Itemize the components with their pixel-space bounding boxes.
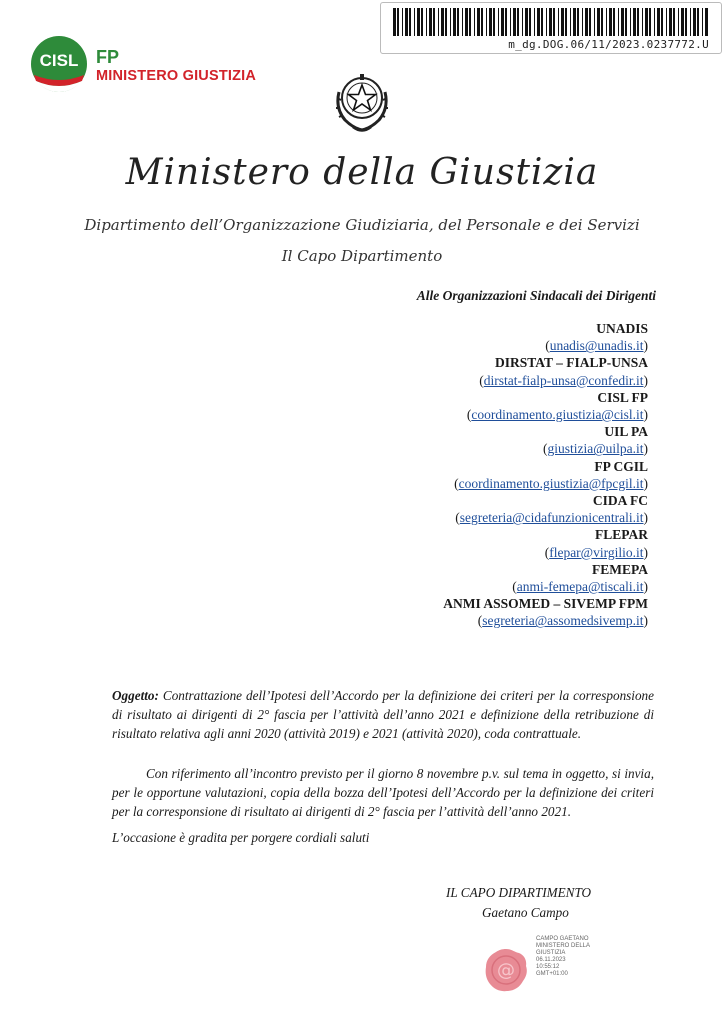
signature-stamp bbox=[536, 936, 590, 978]
closing-greeting: L’occasione è gradita per porgere cordiali saluti bbox=[112, 830, 370, 845]
barcode-bar bbox=[457, 8, 459, 36]
stamp-line: GIUSTIZIA bbox=[536, 950, 566, 956]
body-paragraph: Con riferimento all’incontro previsto per il giorno 8 novembre p.v. sul tema in oggetto, si invia, per le opportune valutazioni, copia della bozza dell’Ipotesi dell’Accordo per la definizione dei criteri per la corresponsione di risultato ai dirigenti di 2° fascia per l’attività dell’anno 2021. bbox=[112, 766, 654, 819]
barcode-bar bbox=[613, 8, 615, 36]
barcode-bar bbox=[585, 8, 588, 36]
recipient-name: UIL PA bbox=[604, 424, 648, 440]
barcode-bar bbox=[441, 8, 444, 36]
barcode-bar bbox=[529, 8, 531, 36]
stamp-line: 10:55:12 bbox=[536, 964, 560, 970]
barcode-bar bbox=[589, 8, 591, 36]
recipient-name: ANMI ASSOMED – SIVEMP FPM bbox=[443, 596, 648, 612]
logo-fp-text: FP bbox=[96, 47, 120, 67]
recipients-list bbox=[248, 320, 648, 630]
barcode-bar bbox=[501, 8, 504, 36]
barcode-bar bbox=[657, 8, 660, 36]
barcode-bar bbox=[402, 8, 403, 36]
barcode-bar bbox=[609, 8, 612, 36]
email-link[interactable]: coordinamento.giustizia@fpcgil.it bbox=[458, 475, 644, 491]
barcode-bar bbox=[625, 8, 627, 36]
stamp-line: CAMPO GAETANO bbox=[536, 936, 589, 942]
recipient-name: FLEPAR bbox=[595, 527, 648, 543]
barcode-bar bbox=[661, 8, 663, 36]
barcode-bar bbox=[453, 8, 456, 36]
recipient-email: (segreteria@assomedsivemp.it) bbox=[477, 613, 648, 629]
barcode-bar bbox=[666, 8, 667, 36]
barcode-bar bbox=[397, 8, 399, 36]
barcode-bar bbox=[421, 8, 423, 36]
barcode-bar bbox=[642, 8, 643, 36]
ministry-title: Ministero della Giustizia bbox=[125, 152, 599, 193]
barcode-bar bbox=[553, 8, 555, 36]
barcode-bar bbox=[498, 8, 499, 36]
barcode-bar bbox=[702, 8, 703, 36]
barcode-bar bbox=[405, 8, 408, 36]
barcode-bar bbox=[645, 8, 648, 36]
email-link[interactable]: anmi-femepa@tiscali.it bbox=[516, 579, 644, 595]
barcode-bar bbox=[429, 8, 432, 36]
barcode-bars bbox=[393, 8, 711, 36]
barcode-bar bbox=[393, 8, 396, 36]
recipient-email: (dirstat-fialp-unsa@confedir.it) bbox=[479, 372, 648, 388]
barcode-bar bbox=[633, 8, 636, 36]
barcode-bar bbox=[601, 8, 603, 36]
signatory-role: IL CAPO DIPARTIMENTO bbox=[446, 885, 592, 900]
barcode-bar bbox=[477, 8, 480, 36]
barcode-bar bbox=[549, 8, 552, 36]
logo-cisl-text: CISL bbox=[39, 51, 79, 70]
barcode-bar bbox=[469, 8, 471, 36]
barcode-bar bbox=[433, 8, 435, 36]
barcode-bar bbox=[621, 8, 624, 36]
barcode-bar bbox=[474, 8, 475, 36]
barcode-bar bbox=[513, 8, 516, 36]
barcode-bar bbox=[685, 8, 687, 36]
barcode-bar bbox=[606, 8, 607, 36]
addressee-line: Alle Organizzazioni Sindacali dei Dirigenti bbox=[416, 288, 656, 303]
subject-label: Oggetto: bbox=[112, 688, 159, 703]
barcode-bar bbox=[697, 8, 699, 36]
barcode-bar bbox=[481, 8, 483, 36]
barcode-bar bbox=[465, 8, 468, 36]
svg-text:@: @ bbox=[497, 960, 515, 981]
office-name: Il Capo Dipartimento bbox=[281, 247, 443, 265]
email-link[interactable]: flepar@virgilio.it bbox=[549, 544, 644, 560]
barcode-bar bbox=[570, 8, 571, 36]
recipient-email: (flepar@virgilio.it) bbox=[544, 544, 648, 560]
logo-ministry-text: MINISTERO GIUSTIZIA bbox=[96, 68, 257, 84]
recipient-name: DIRSTAT – FIALP-UNSA bbox=[494, 355, 648, 371]
stamp-line: GMT+01:00 bbox=[536, 971, 568, 977]
signatory-name: Gaetano Campo bbox=[482, 905, 569, 920]
protocol-code: m_dg.DOG.06/11/2023.0237772.U bbox=[508, 38, 709, 51]
barcode-bar bbox=[565, 8, 567, 36]
barcode-bar bbox=[573, 8, 576, 36]
barcode-bar bbox=[681, 8, 684, 36]
barcode-bar bbox=[561, 8, 564, 36]
barcode-bar bbox=[525, 8, 528, 36]
barcode-bar bbox=[582, 8, 583, 36]
italian-republic-emblem-icon bbox=[331, 70, 393, 134]
recipient-name: UNADIS bbox=[596, 321, 648, 336]
barcode-bar bbox=[630, 8, 631, 36]
barcode-bar bbox=[577, 8, 579, 36]
recipient-email: (segreteria@cidafunzionicentrali.it) bbox=[455, 510, 648, 526]
email-link[interactable]: giustizia@uilpa.it bbox=[547, 441, 644, 457]
barcode-bar bbox=[558, 8, 559, 36]
stamp-line: MINISTERO DELLA bbox=[536, 943, 591, 949]
barcode-bar bbox=[417, 8, 420, 36]
barcode-bar bbox=[414, 8, 415, 36]
barcode-bar bbox=[594, 8, 595, 36]
barcode-bar bbox=[522, 8, 523, 36]
email-link[interactable]: segreteria@assomedsivemp.it bbox=[482, 613, 644, 629]
barcode-bar bbox=[678, 8, 679, 36]
recipient-email: (coordinamento.giustizia@fpcgil.it) bbox=[454, 475, 648, 491]
barcode-bar bbox=[445, 8, 447, 36]
barcode-bar bbox=[693, 8, 696, 36]
barcode-bar bbox=[537, 8, 540, 36]
recipient-name: FEMEPA bbox=[592, 561, 648, 577]
barcode-bar bbox=[654, 8, 655, 36]
barcode-bar bbox=[438, 8, 439, 36]
barcode-bar bbox=[486, 8, 487, 36]
barcode-bar bbox=[637, 8, 639, 36]
subject-text: Contrattazione dell’Ipotesi dell’Accordo per la definizione dei criteri per la corresponsione di risultato ai dirigenti di 2° fascia per l’attività dell’anno 2021 e definizione della retribuzione di risultato relativa agli anni 2020 (attività 2019) e 2021 (attività 2020), coda contrattuale. bbox=[112, 688, 654, 741]
subject-paragraph bbox=[112, 686, 654, 743]
cisl-fp-logo bbox=[30, 35, 270, 97]
stamp-line: 06.11.2023 bbox=[536, 957, 566, 963]
barcode-bar bbox=[450, 8, 451, 36]
recipient-email: (giustizia@uilpa.it) bbox=[542, 441, 648, 457]
barcode-bar bbox=[493, 8, 495, 36]
barcode-bar bbox=[517, 8, 519, 36]
barcode-bar bbox=[705, 8, 708, 36]
barcode-bar bbox=[673, 8, 675, 36]
email-link[interactable]: segreteria@cidafunzionicentrali.it bbox=[459, 510, 644, 526]
recipient-name: CIDA FC bbox=[592, 493, 648, 509]
recipient-email: (anmi-femepa@tiscali.it) bbox=[512, 579, 648, 595]
barcode-bar bbox=[534, 8, 535, 36]
recipient-email: (coordinamento.giustizia@cisl.it) bbox=[466, 407, 648, 423]
barcode-bar bbox=[541, 8, 543, 36]
email-link[interactable]: dirstat-fialp-unsa@confedir.it bbox=[483, 372, 644, 388]
digital-signature-seal-icon bbox=[482, 946, 530, 994]
email-link[interactable]: coordinamento.giustizia@cisl.it bbox=[471, 407, 644, 423]
barcode-bar bbox=[669, 8, 672, 36]
department-name: Dipartimento dell’Organizzazione Giudiziaria, del Personale e dei Servizi bbox=[84, 216, 640, 234]
recipient-name: FP CGIL bbox=[594, 458, 648, 474]
barcode-bar bbox=[546, 8, 547, 36]
recipient-name: CISL FP bbox=[597, 389, 648, 405]
barcode-bar bbox=[426, 8, 427, 36]
recipient-email: (unadis@unadis.it) bbox=[545, 338, 648, 354]
protocol-barcode bbox=[380, 2, 722, 54]
barcode-bar bbox=[510, 8, 511, 36]
barcode-bar bbox=[649, 8, 651, 36]
barcode-bar bbox=[409, 8, 411, 36]
email-link[interactable]: unadis@unadis.it bbox=[549, 338, 644, 354]
barcode-bar bbox=[597, 8, 600, 36]
barcode-bar bbox=[462, 8, 463, 36]
barcode-bar bbox=[489, 8, 492, 36]
barcode-bar bbox=[505, 8, 507, 36]
barcode-bar bbox=[618, 8, 619, 36]
barcode-bar bbox=[690, 8, 691, 36]
